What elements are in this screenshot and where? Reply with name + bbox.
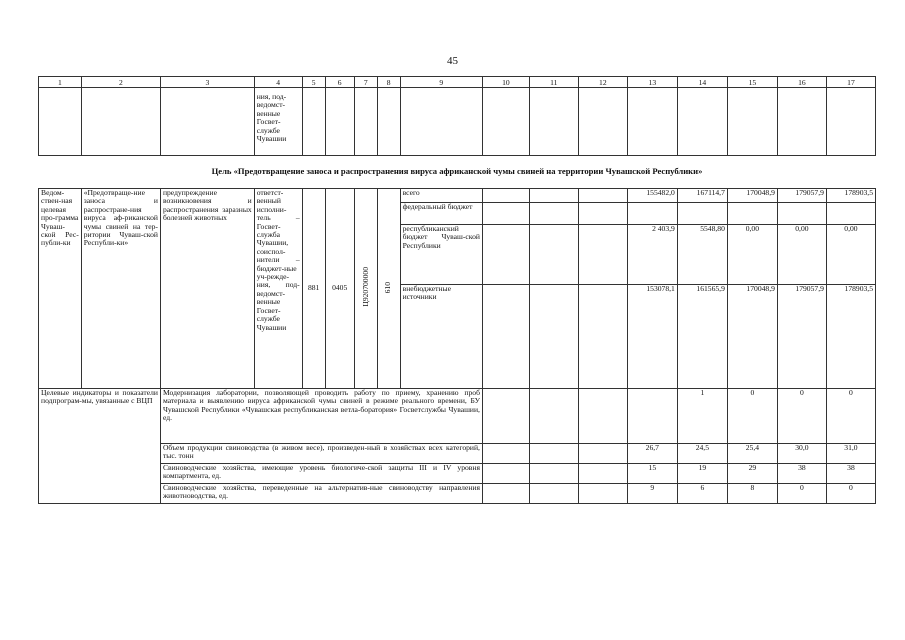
indicator-value: 15	[627, 464, 677, 484]
cont-executor-cell: ния, под-ведомст-венные Госвет-службе Чувашии	[254, 88, 302, 156]
table-main	[38, 188, 876, 504]
col-number: 4	[254, 77, 302, 88]
funding-value: 0,00	[727, 225, 777, 285]
indicator-row	[39, 484, 876, 504]
funding-value: 153078,1	[627, 285, 677, 389]
program-type-cell: Ведом-ствен-ная целевая про-грамма Чуваш-ской Рес-публи-ки	[39, 189, 82, 389]
col-number: 11	[529, 77, 578, 88]
table-header-continuation	[38, 76, 876, 156]
col-number: 9	[400, 77, 482, 88]
expense-type-code: 610	[383, 281, 393, 293]
col-number: 10	[482, 77, 529, 88]
executor-cell: ответст-венный исполни-тель – Госвет-служба Чувашии, соиспол-нители – бюджет-ные уч-режде-ния, под-ведомст-венные Госвет-службе Чувашии	[254, 189, 302, 389]
continuation-row	[39, 88, 876, 156]
indicator-value: 0	[727, 389, 777, 444]
col-number: 1	[39, 77, 82, 88]
indicator-value: 29	[727, 464, 777, 484]
indicator-row	[39, 389, 876, 444]
indicator-value: 0	[777, 389, 826, 444]
program-activity-cell: предупреждение возникновения и распространения заразных болезней животных	[160, 189, 254, 389]
indicators-label: Целевые индикаторы и показатели подпрограм-мы, увязанные с ВЦП	[39, 389, 161, 504]
funding-value: 2 403,9	[627, 225, 677, 285]
indicator-text: Объем продукции свиноводства (в живом весе), произведен-ный в хозяйствах всех категорий, тыс. тонн	[160, 444, 482, 464]
funding-row-total	[39, 189, 876, 203]
indicator-value: 8	[727, 484, 777, 504]
indicator-value: 19	[677, 464, 727, 484]
funding-source: республиканский бюджет Чуваш-ской Республики	[400, 225, 482, 285]
indicator-value: 24,5	[677, 444, 727, 464]
indicator-value	[627, 389, 677, 444]
col-number: 13	[627, 77, 677, 88]
indicator-value: 25,4	[727, 444, 777, 464]
col-number: 7	[354, 77, 377, 88]
indicator-value: 0	[777, 484, 826, 504]
funding-value: 167114,7	[677, 189, 727, 203]
section-code: 0405	[332, 283, 348, 293]
grbs-cell	[302, 189, 325, 389]
indicator-value: 38	[777, 464, 826, 484]
indicator-value: 6	[677, 484, 727, 504]
indicator-row	[39, 464, 876, 484]
funding-value: 170048,9	[727, 189, 777, 203]
col-number: 15	[727, 77, 777, 88]
funding-value: 179057,9	[777, 285, 826, 389]
indicator-value: 26,7	[627, 444, 677, 464]
funding-value: 155482,0	[627, 189, 677, 203]
indicator-value: 0	[826, 484, 875, 504]
indicator-value: 30,0	[777, 444, 826, 464]
indicator-text: Свиноводческие хозяйства, переведенные на альтернатив-ные свиноводству направления животноводства, ед.	[160, 484, 482, 504]
funding-value: 0,00	[777, 225, 826, 285]
indicator-row	[39, 444, 876, 464]
funding-value: 179057,9	[777, 189, 826, 203]
col-number: 17	[826, 77, 875, 88]
funding-value: 5548,80	[677, 225, 727, 285]
funding-source: всего	[400, 189, 482, 203]
expense-type-cell	[377, 189, 400, 389]
funding-value: 0,00	[826, 225, 875, 285]
target-article-code: Ц920700000	[360, 267, 370, 308]
indicator-value: 9	[627, 484, 677, 504]
grbs-code: 881	[307, 283, 320, 293]
target-article-cell	[354, 189, 377, 389]
goal-title: Цель «Предотвращение заноса и распространения вируса африканской чумы свиней на территории Чувашской Республики»	[211, 166, 703, 176]
indicator-value: 1	[677, 389, 727, 444]
col-number: 8	[377, 77, 400, 88]
col-number: 16	[777, 77, 826, 88]
column-numbers-row	[39, 77, 876, 88]
funding-source: внебюджетные источники	[400, 285, 482, 389]
indicator-value: 31,0	[826, 444, 875, 464]
col-number: 3	[160, 77, 254, 88]
funding-value: 178903,5	[826, 189, 875, 203]
col-number: 5	[302, 77, 325, 88]
indicator-text: Свиноводческие хозяйства, имеющие уровень биологиче-ской защиты III и IV уровня компартмента, ед.	[160, 464, 482, 484]
funding-value: 161565,9	[677, 285, 727, 389]
col-number: 12	[578, 77, 627, 88]
col-number: 2	[81, 77, 160, 88]
col-number: 14	[677, 77, 727, 88]
page-number: 45	[447, 55, 458, 67]
funding-source: федеральный бюджет	[400, 203, 482, 225]
indicator-value: 0	[826, 389, 875, 444]
indicator-text: Модернизация лаборатории, позволяющей проводить работу по приему, хранению проб материала и выявлению вируса африканской чумы свиней в режиме реального времени, БУ Чувашской Республики «Чувашская республиканская ветла-боратория» Госветслужбы Чувашии, ед.	[160, 389, 482, 444]
funding-value: 170048,9	[727, 285, 777, 389]
program-name-cell: «Предотвраще-ние заноса и распростране-ния вируса аф-риканской чумы свиней на тер-ритории Чуваш-ской Республи-ки»	[81, 189, 160, 389]
funding-value: 178903,5	[826, 285, 875, 389]
section-cell	[325, 189, 354, 389]
col-number: 6	[325, 77, 354, 88]
indicator-value: 38	[826, 464, 875, 484]
